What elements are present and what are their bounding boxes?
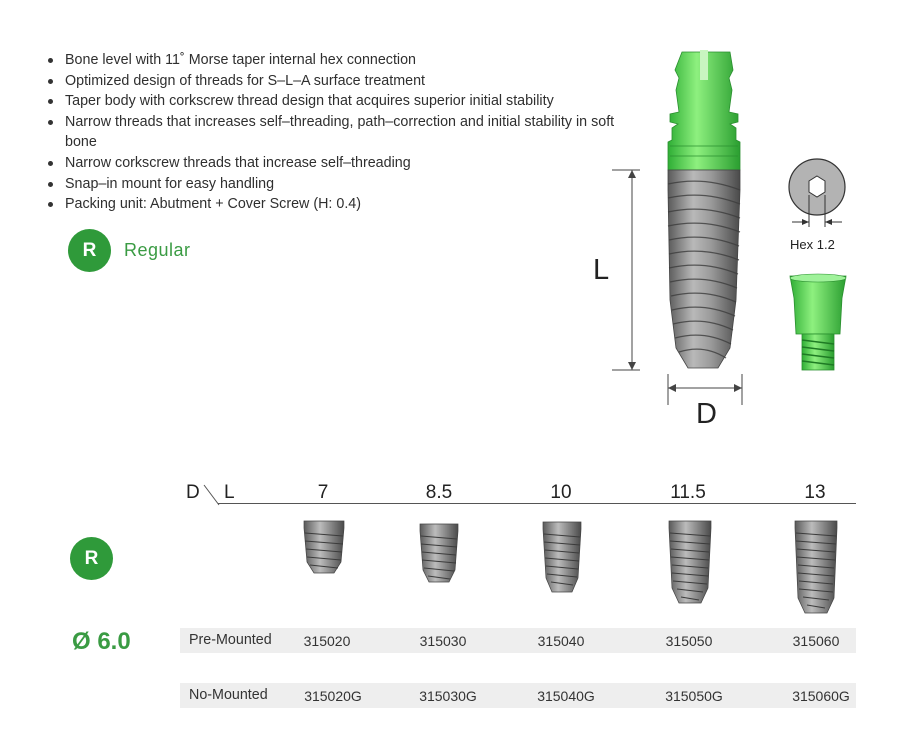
- product-code: 315020G: [304, 688, 362, 704]
- product-code: 315060G: [792, 688, 850, 704]
- feature-item: Taper body with corkscrew thread design that acquires superior initial stability: [44, 91, 634, 112]
- length-label: L: [593, 254, 610, 286]
- product-code: 315050G: [665, 688, 723, 704]
- feature-item: Snap–in mount for easy handling: [44, 174, 634, 195]
- implant-11-5-icon: [669, 521, 711, 603]
- feature-item: Narrow threads that increases self–threading, path–correction and initial stability in soft bone: [44, 112, 634, 153]
- diameter-label: D: [696, 398, 717, 430]
- length-header: 13: [804, 482, 826, 503]
- row-label-no-mounted: No-Mounted: [189, 687, 268, 703]
- product-code: 315030: [419, 633, 467, 649]
- feature-list: [44, 50, 634, 215]
- length-header: 11.5: [670, 482, 706, 503]
- product-code: 315050: [665, 633, 713, 649]
- feature-item: Narrow corkscrew threads that increase self–threading: [44, 153, 634, 174]
- corner-slash: [203, 484, 225, 508]
- regular-badge: R: [68, 229, 111, 272]
- product-code: 315040G: [537, 688, 595, 704]
- row-label-pre-mounted: Pre-Mounted: [189, 632, 272, 648]
- implant-7-icon: [304, 521, 344, 573]
- mount-icon: [668, 50, 740, 170]
- implant-thumbnails: [290, 515, 850, 625]
- product-code: 315060: [792, 633, 840, 649]
- length-header: 10: [550, 482, 572, 503]
- implant-10-icon: [543, 522, 581, 592]
- implant-8-5-icon: [420, 524, 458, 582]
- diameter-size-label: Ø 6.0: [72, 628, 131, 655]
- product-code: 315040: [537, 633, 585, 649]
- product-code: 315030G: [419, 688, 477, 704]
- regular-badge-table: R: [70, 537, 113, 580]
- feature-item: Packing unit: Abutment + Cover Screw (H: 0.4): [44, 194, 634, 215]
- header-l: L: [224, 482, 235, 503]
- header-d: D: [186, 482, 200, 503]
- implant-13-icon: [795, 521, 837, 613]
- table-row: [180, 683, 856, 708]
- product-code: 315020: [303, 633, 351, 649]
- feature-item: Bone level with 11˚ Morse taper internal hex connection: [44, 50, 634, 71]
- length-header: 8.5: [425, 482, 453, 503]
- hex-label: Hex 1.2: [790, 237, 835, 252]
- hex-socket-icon: [789, 159, 845, 227]
- implant-body-icon: [668, 170, 740, 368]
- feature-item: Optimized design of threads for S–L–A surface treatment: [44, 71, 634, 92]
- length-header: 7: [317, 482, 329, 503]
- regular-label: Regular: [124, 240, 191, 260]
- table-corner-header: [186, 482, 235, 504]
- cover-screw-icon: [790, 274, 846, 370]
